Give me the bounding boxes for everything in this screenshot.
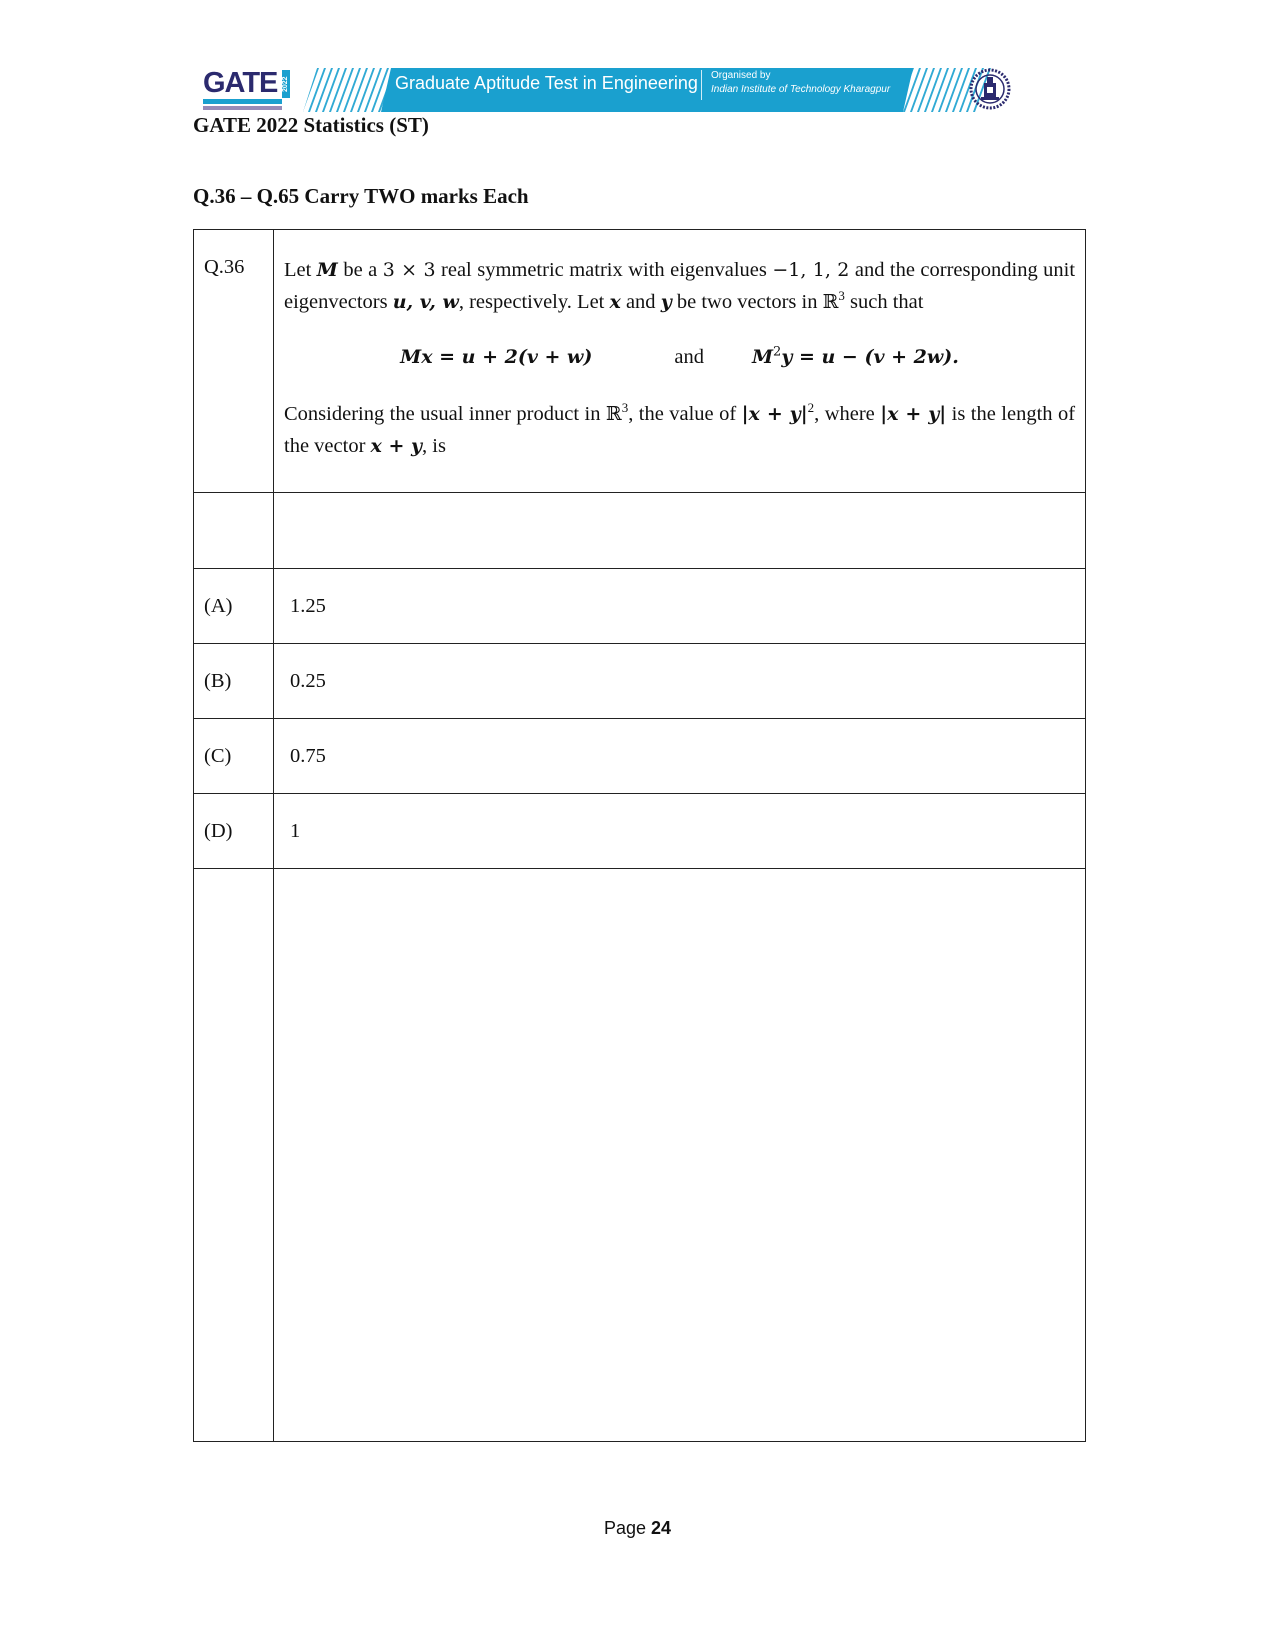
eigenvectors: u, v, w	[392, 291, 459, 313]
vector-x: x	[609, 291, 621, 313]
eigenvalues: −1, 1, 2	[772, 259, 850, 281]
banner-organiser: Indian Institute of Technology Kharagpur	[711, 84, 891, 95]
option-label: (B)	[194, 644, 274, 719]
header-banner	[203, 62, 1073, 114]
option-label: (C)	[194, 719, 274, 794]
matrix-M: M	[316, 259, 338, 281]
iit-kharagpur-emblem-icon	[968, 67, 1012, 111]
gate-logo-year: 2022	[282, 70, 290, 98]
section-title: Q.36 – Q.65 Carry TWO marks Each	[193, 184, 529, 208]
option-value: 0.75	[274, 719, 1086, 794]
banner-organised-by: Organised by	[711, 70, 771, 81]
question-stem	[274, 230, 1086, 493]
option-row-a	[194, 569, 1086, 644]
option-label: (D)	[194, 794, 274, 869]
norm-expression-2: |x + y|	[880, 403, 947, 425]
gate-logo	[203, 68, 293, 114]
page-number: 24	[651, 1518, 672, 1538]
question-row	[194, 230, 1086, 493]
option-value: 1.25	[274, 569, 1086, 644]
page-footer	[0, 1518, 1275, 1539]
option-row-c	[194, 719, 1086, 794]
equations-row	[284, 341, 1075, 373]
blank-row	[194, 493, 1086, 569]
matrix-dimension: 3 × 3	[382, 259, 436, 281]
question-table	[193, 229, 1086, 1442]
option-value: 1	[274, 794, 1086, 869]
option-value: 0.25	[274, 644, 1086, 719]
banner-separator	[701, 70, 702, 100]
banner-title: Graduate Aptitude Test in Engineering	[395, 73, 698, 93]
equation-2: $M^2y = u - (v + 2w)$.	[751, 344, 959, 368]
document-title: GATE 2022 Statistics (ST)	[193, 113, 429, 137]
question-number: Q.36	[194, 230, 274, 493]
question-stem-part-1: Let M be a 3 × 3 real symmetric matrix with eigenvalues −1, 1, 2 and the corresponding unit eigenvectors u, v, w, respectively. Let x and y be two vectors in ℝ$^3$ such that	[284, 259, 1076, 313]
norm-expression: |x + y|	[741, 403, 808, 425]
question-stem-part-2: Considering the usual inner product in ℝ$^3$, the value of $|x + y|^2$, where |x + y| is the length of the vector x + y, is	[284, 400, 1076, 457]
answer-space-row	[194, 869, 1086, 1442]
equation-1: Mx = u + 2(v + w)	[400, 346, 593, 368]
option-row-d	[194, 794, 1086, 869]
vector-sum: x + y	[370, 435, 423, 457]
gate-logo-subtitle-strip	[203, 99, 282, 104]
option-label: (A)	[194, 569, 274, 644]
real-space-symbol: ℝ	[822, 291, 839, 313]
vector-y: y	[660, 291, 672, 313]
gate-logo-text: GATE	[203, 67, 278, 99]
equation-and: and	[674, 346, 704, 368]
option-row-b	[194, 644, 1086, 719]
page-label: Page	[603, 1518, 646, 1538]
gate-logo-hindi-strip	[203, 106, 282, 110]
